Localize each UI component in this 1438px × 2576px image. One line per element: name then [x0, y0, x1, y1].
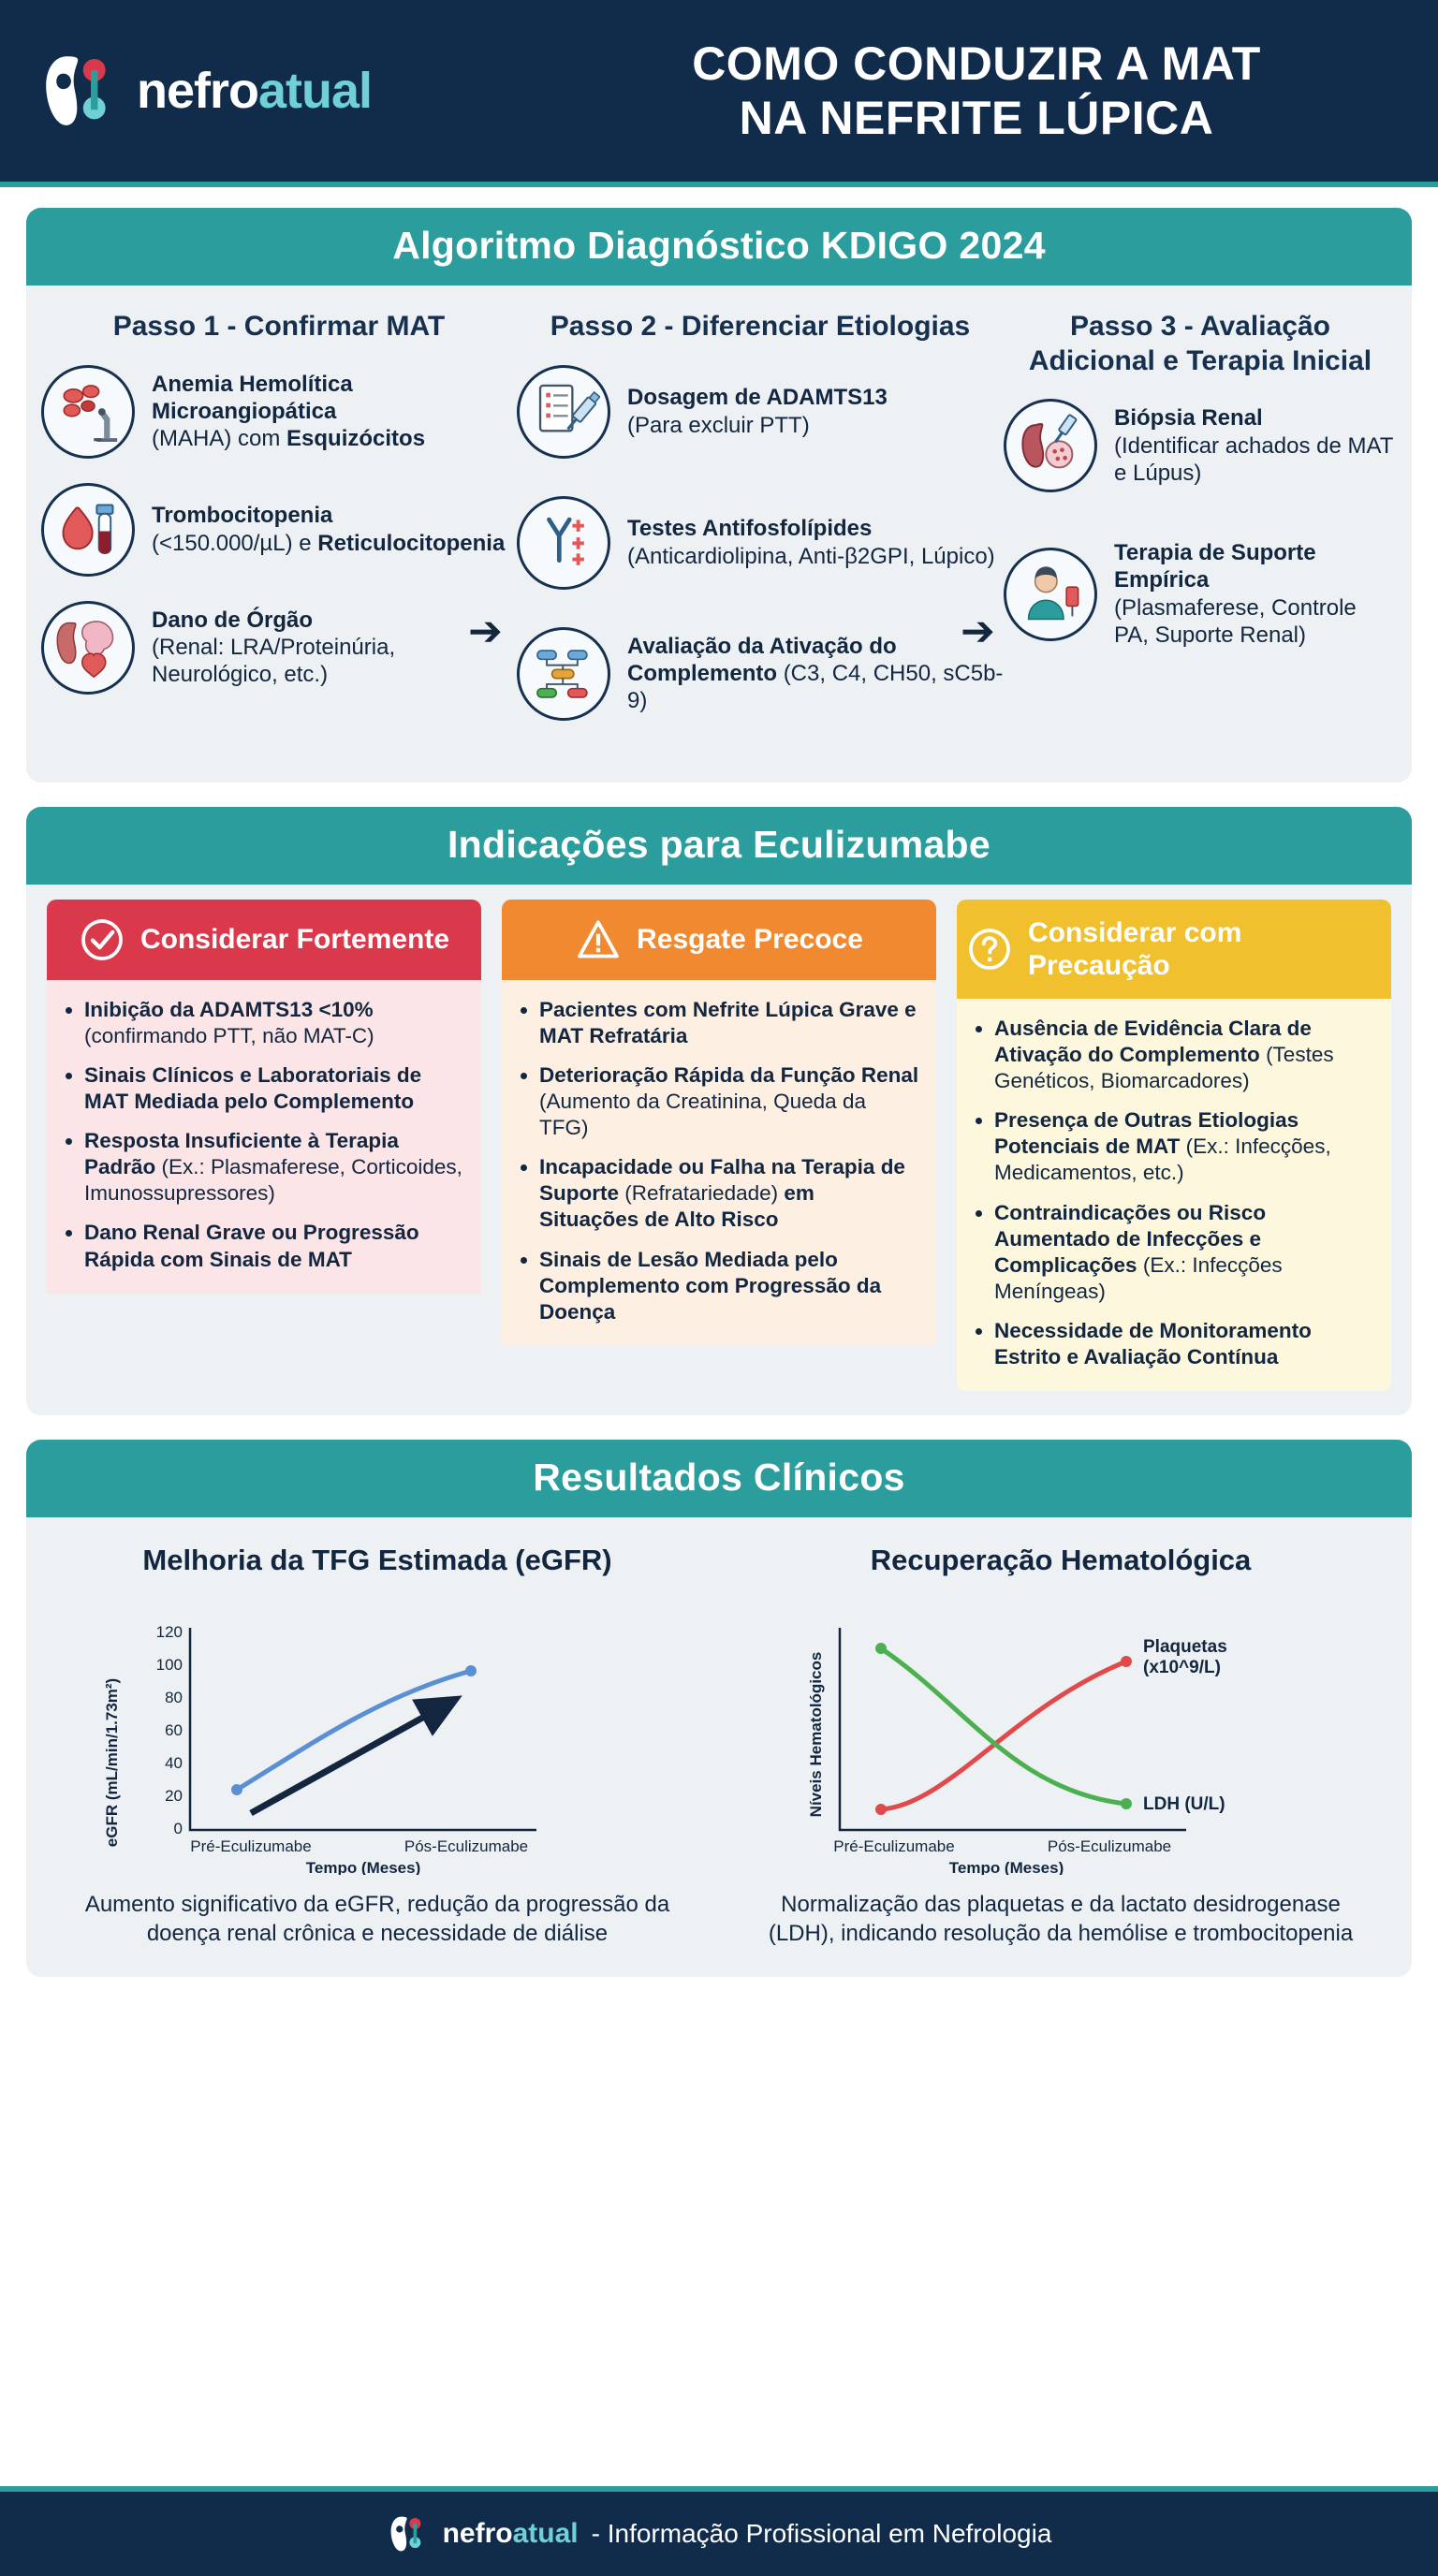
list-item	[539, 997, 919, 1049]
microscope-schizocytes-icon	[41, 365, 135, 459]
plaquetas-point-pre	[875, 1804, 887, 1815]
list-item-rest: (Plasmaferese, Controle PA, Suporte Renal)	[1114, 594, 1357, 648]
card-body	[47, 980, 481, 1294]
ytick-100: 100	[155, 1656, 183, 1675]
list-item-bold: Presença de Outras Etiologias Potenciais de MAT	[994, 1108, 1299, 1159]
list-item-text	[1114, 539, 1397, 649]
list-item-bold: Dosagem de ADAMTS13	[627, 385, 888, 411]
card-considerar-com-precaucao	[957, 900, 1391, 1392]
list-item	[41, 483, 517, 577]
page-footer	[0, 2486, 1438, 2576]
chart-egfr-point-pre	[231, 1784, 242, 1795]
support-therapy-icon	[1004, 548, 1097, 641]
list-item	[41, 601, 517, 695]
section-eculizumabe-title: Indicações para Eculizumabe	[26, 807, 1412, 885]
page-title	[580, 37, 1401, 146]
flow-arrow-1: ➔	[468, 608, 503, 654]
list-item	[517, 365, 1004, 459]
chart-egfr-xlabel: Tempo (Meses)	[305, 1859, 421, 1876]
page-title-line-2: NA NEFRITE LÚPICA	[739, 92, 1214, 144]
page-body	[0, 187, 1438, 1977]
chart-egfr-caption: Aumento significativo da eGFR, redução da progressão da doença renal crônica e necessidade de diálise	[84, 1892, 670, 1947]
card-title: Considerar Fortemente	[139, 924, 450, 956]
card-header	[502, 900, 936, 980]
list-item	[84, 997, 464, 1049]
list-item-bold: Testes Antifosfolípides	[627, 516, 873, 542]
list-item	[994, 1318, 1374, 1370]
legend-plaquetas-line1: Plaquetas	[1143, 1637, 1227, 1658]
xtick-pos: Pós-Eculizumabe	[404, 1837, 529, 1856]
list-item-bold-2: Reticulocitopenia	[317, 530, 506, 556]
chart-hematologica-block	[719, 1534, 1402, 1948]
chart-hema-series-plaquetas	[881, 1661, 1126, 1809]
chart-hema-series-ldh	[881, 1648, 1126, 1804]
brand-text	[137, 62, 372, 120]
list-item	[84, 1062, 464, 1115]
passo-1-title: Passo 1 - Confirmar MAT	[112, 311, 446, 342]
passo-2-title: Passo 2 - Diferenciar Etiologias	[550, 311, 971, 342]
card-resgate-precoce	[502, 900, 936, 1392]
warning-triangle-icon	[575, 916, 622, 963]
list-item-bold-tail: em Situações de Alto Risco	[539, 1181, 814, 1232]
algoritmo-columns	[26, 285, 1412, 783]
list-item-bold: Incapacidade ou Falha na Terapia de Suporte	[539, 1155, 905, 1206]
chart-egfr-axes	[190, 1628, 536, 1830]
list-item	[41, 365, 517, 459]
list-item-bold-2: Esquizócitos	[286, 426, 426, 452]
list-item	[517, 627, 1004, 721]
list-item	[539, 1247, 919, 1325]
chart-egfr-title: Melhoria da TFG Estimada (eGFR)	[142, 1544, 612, 1577]
list-item	[1004, 539, 1397, 649]
list-item	[539, 1062, 919, 1141]
brand-logo-group	[37, 48, 580, 134]
flow-arrow-2: ➔	[961, 608, 995, 654]
chart-hematologica-title: Recuperação Hematológica	[870, 1544, 1252, 1577]
page-header	[0, 0, 1438, 187]
card-body	[502, 980, 936, 1346]
chart-egfr	[52, 1594, 702, 1875]
list-item-bold: Inibição da ADAMTS13 <10%	[84, 997, 374, 1021]
legend-plaquetas-line2: (x10^9/L)	[1143, 1658, 1221, 1678]
ytick-20: 20	[165, 1787, 183, 1806]
list-item-rest: (Ex.: Infecções, Medicamentos, etc.)	[994, 1134, 1331, 1185]
card-body	[957, 999, 1391, 1392]
list-item	[517, 496, 1004, 590]
card-considerar-fortemente	[47, 900, 481, 1392]
plaquetas-point-pos	[1121, 1656, 1132, 1667]
list-item-bold: Trombocitopenia	[152, 503, 333, 529]
brand-part-1: nefro	[137, 63, 258, 119]
footer-kidney-logo-icon	[387, 2512, 430, 2555]
list-item-bold: Terapia de Suporte Empírica	[1114, 540, 1316, 593]
list-item	[84, 1220, 464, 1272]
footer-brand	[443, 2518, 579, 2550]
ytick-0: 0	[173, 1820, 183, 1838]
ytick-60: 60	[165, 1721, 183, 1740]
lab-request-syringe-icon	[517, 365, 610, 459]
list-item	[994, 1107, 1374, 1186]
list-item	[1004, 399, 1397, 492]
chart-hematologica-caption: Normalização das plaquetas e da lactato desidrogenase (LDH), indicando resolução da hemólise e trombocitopenia	[768, 1892, 1354, 1947]
brand-part-2: atual	[258, 63, 373, 119]
list-item-text	[152, 371, 517, 453]
list-item-rest: (Identificar achados de MAT e Lúpus)	[1114, 432, 1393, 486]
antibody-icon	[517, 496, 610, 590]
list-item	[84, 1128, 464, 1207]
list-item-text	[627, 633, 1004, 715]
card-header	[957, 900, 1391, 999]
card-header	[47, 900, 481, 980]
list-item-text	[627, 384, 888, 439]
list-item-text	[1114, 404, 1397, 487]
list-item-rest: (Anticardiolipina, Anti-β2GPI, Lúpico)	[627, 543, 995, 569]
list-item-bold: Sinais Clínicos e Laboratoriais de MAT Mediada pelo Complemento	[84, 1062, 422, 1113]
xtick-pos: Pós-Eculizumabe	[1047, 1837, 1172, 1856]
list-item-bold: Dano Renal Grave ou Progressão Rápida com Sinais de MAT	[84, 1221, 419, 1271]
legend-ldh: LDH (U/L)	[1143, 1794, 1225, 1815]
list-item-rest: (<150.000/µL) e	[152, 530, 312, 556]
list-item-bold: Resposta Insuficiente à Terapia Padrão	[84, 1129, 399, 1179]
list-item-rest: (Renal: LRA/Proteinúria, Neurológico, etc.)	[152, 634, 396, 688]
footer-brand-part-1: nefro	[442, 2518, 513, 2549]
list-item-rest: (MAHA) com	[152, 426, 281, 452]
section-resultados-clinicos	[26, 1440, 1412, 1976]
list-item	[539, 1154, 919, 1233]
list-item-bold: Contraindicações ou Risco Aumentado de Infecções e Complicações	[994, 1200, 1267, 1277]
chart-egfr-ylabel: eGFR (mL/min/1.73m²)	[103, 1678, 121, 1848]
list-item-bold: Anemia Hemolítica Microangiopática	[152, 371, 353, 424]
chart-hema-ylabel: Níveis Hematológicos	[807, 1651, 825, 1818]
ytick-120: 120	[155, 1623, 183, 1642]
chart-hematologica	[736, 1594, 1386, 1875]
blood-tube-icon	[41, 483, 135, 577]
ytick-40: 40	[165, 1754, 183, 1773]
kidney-biopsy-icon	[1004, 399, 1097, 492]
algoritmo-column-passo-1	[41, 302, 517, 758]
section-algoritmo-title: Algoritmo Diagnóstico KDIGO 2024	[26, 208, 1412, 285]
list-item	[994, 1200, 1374, 1306]
question-circle-icon	[966, 926, 1013, 973]
list-item-bold: Ausência de Evidência Clara de Ativação do Complemento	[994, 1016, 1312, 1066]
xtick-pre: Pré-Eculizumabe	[833, 1837, 955, 1856]
complement-cascade-icon	[517, 627, 610, 721]
list-item-bold: Biópsia Renal	[1114, 405, 1263, 432]
list-item-rest: (Refratariedade)	[624, 1181, 779, 1206]
list-item-rest: (C3, C4, CH50, sC5b-9)	[627, 660, 1004, 714]
footer-tagline: - Informação Profissional em Nefrologia	[591, 2519, 1052, 2548]
ytick-80: 80	[165, 1689, 183, 1707]
passo-3-title: Passo 3 - Avaliação Adicional e Terapia Inicial	[1028, 311, 1372, 376]
chart-egfr-point-pos	[465, 1665, 477, 1676]
chart-hema-xlabel: Tempo (Meses)	[948, 1859, 1064, 1876]
chart-egfr-block	[36, 1534, 719, 1948]
list-item-rest: (Aumento da Creatinina, Queda da TFG)	[539, 1089, 866, 1140]
ldh-point-pre	[875, 1643, 887, 1654]
card-title: Resgate Precoce	[637, 924, 863, 956]
list-item-bold: Necessidade de Monitoramento Estrito e Avaliação Contínua	[994, 1319, 1312, 1369]
section-algoritmo	[26, 208, 1412, 783]
footer-brand-part-2: atual	[512, 2518, 579, 2549]
section-eculizumabe	[26, 807, 1412, 1416]
card-title: Considerar com Precaução	[1028, 916, 1242, 981]
list-item-bold: Avaliação da Ativação do Complemento	[627, 633, 897, 686]
section-resultados-title: Resultados Clínicos	[26, 1440, 1412, 1517]
ldh-point-pos	[1121, 1798, 1132, 1809]
list-item-text	[627, 515, 995, 570]
list-item-text	[152, 502, 505, 557]
resultados-charts	[26, 1517, 1412, 1976]
xtick-pre: Pré-Eculizumabe	[190, 1837, 312, 1856]
list-item-rest: (Para excluir PTT)	[627, 412, 810, 438]
algoritmo-column-passo-2	[468, 302, 1004, 758]
check-circle-icon	[79, 916, 125, 963]
list-item-bold: Dano de Órgão	[152, 607, 314, 633]
eculizumabe-cards	[26, 885, 1412, 1416]
list-item-bold: Sinais de Lesão Mediada pelo Complemento com Progressão da Doença	[539, 1247, 882, 1324]
page-title-line-1: COMO CONDUZIR A MAT	[692, 37, 1261, 90]
list-item-rest: (Testes Genéticos, Biomarcadores)	[994, 1042, 1334, 1093]
chart-egfr-series-line	[237, 1671, 471, 1790]
list-item	[994, 1016, 1374, 1094]
list-item-bold: Pacientes com Nefrite Lúpica Grave e MAT Refratária	[539, 997, 917, 1047]
list-item-rest: (Ex.: Plasmaferese, Corticoides, Imunossupressores)	[84, 1155, 462, 1206]
list-item-rest: (Ex.: Infecções Meníngeas)	[994, 1252, 1283, 1303]
list-item-rest: (confirmando PTT, não MAT-C)	[84, 1023, 374, 1047]
list-item-text	[152, 607, 517, 689]
algoritmo-column-passo-3	[961, 302, 1397, 758]
organ-damage-icon	[41, 601, 135, 695]
list-item-bold: Deterioração Rápida da Função Renal	[539, 1062, 919, 1087]
nefroatual-kidney-logo-icon	[37, 48, 124, 134]
